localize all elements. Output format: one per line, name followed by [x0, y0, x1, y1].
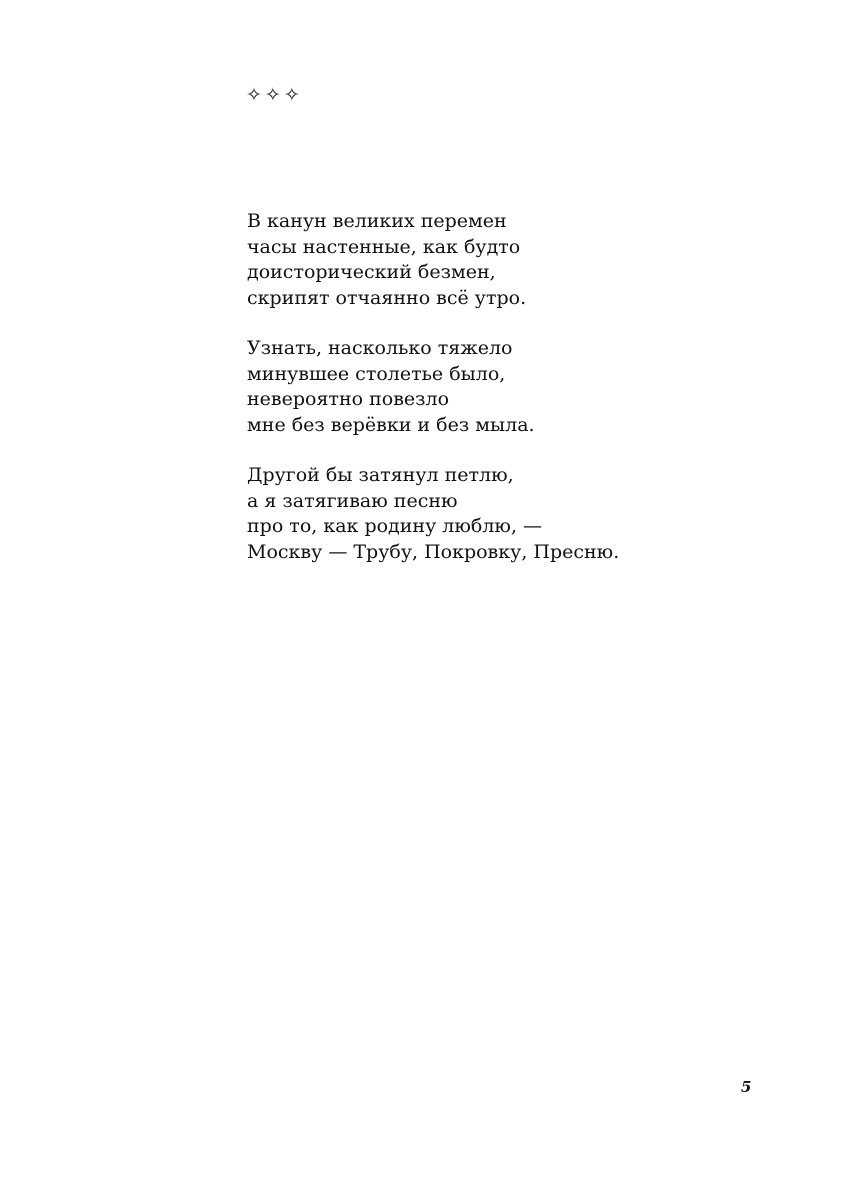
- section-ornament: ✧✧✧: [246, 84, 303, 106]
- poem-line: Москву — Трубу, Покровку, Пресню.: [247, 540, 620, 563]
- poem-line: доисторический безмен,: [247, 261, 496, 283]
- poem-line: часы настенные, как будто: [247, 235, 521, 258]
- poem-line: про то, как родину люблю, —: [247, 515, 543, 537]
- poem-line: мне без верёвки и без мыла.: [247, 413, 535, 436]
- poem-line: а я затягиваю песню: [247, 489, 458, 512]
- stanza-2: [247, 336, 807, 438]
- poem-line: невероятно повезло: [247, 388, 450, 410]
- poem-line: минувшее столетье было,: [247, 362, 506, 385]
- poem: [247, 209, 807, 590]
- stanza-3: [247, 463, 807, 565]
- poem-line: скрипят отчаянно всё утро.: [247, 286, 527, 309]
- page-number: 5: [741, 1078, 752, 1096]
- stanza-1: [247, 209, 807, 311]
- poem-line: Другой бы затянул петлю,: [247, 464, 514, 486]
- poem-line: Узнать, насколько тяжело: [247, 337, 513, 359]
- poem-line: В канун великих перемен: [247, 210, 507, 232]
